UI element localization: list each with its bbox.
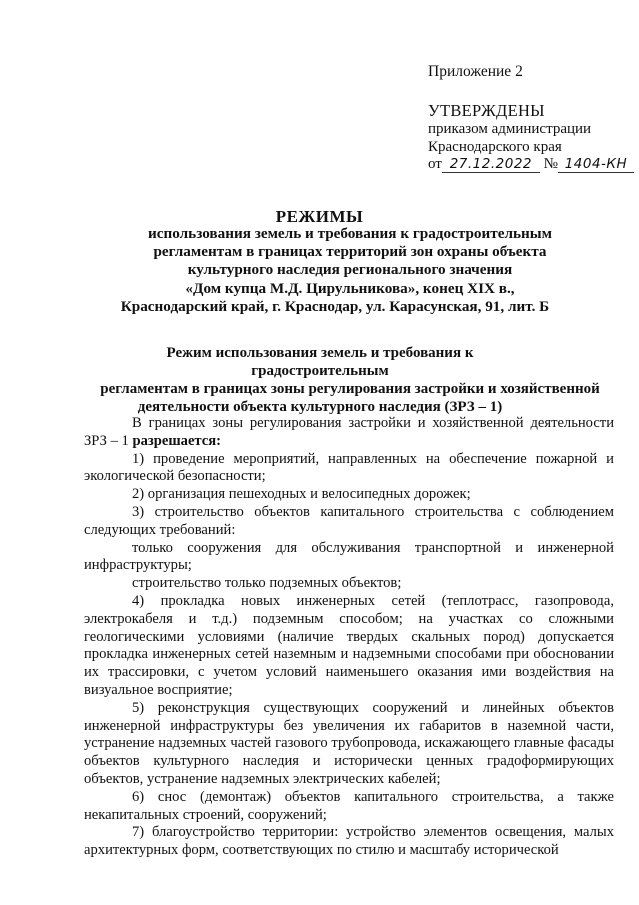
list-item: 4) прокладка новых инженерных сетей (теплотрасс, газопровода, электрокабеля и т.д.) подземным способом; на участках со сложными геологическими условиями (наличие твердых скальных пород) допускается прокладка инженерных сетей наземным и надземными способами при обосновании их трассировки, с учетом условий наименьшего оказания ими воздействия на визуальное восприятие; (84, 592, 614, 698)
section-heading-line: регламентам в границах зоны регулирования застройки и хозяйственной (100, 381, 600, 397)
list-item: 2) организация пешеходных и велосипедных дорожек; (132, 486, 471, 503)
list-item: 7) благоустройство территории: устройство элементов освещения, малых архитектурных форм, соответствующих по стилю и масштабу исторической (84, 824, 614, 859)
intro-paragraph (84, 415, 614, 451)
intro-emphasis: разрешается: (132, 432, 222, 449)
number-prefix: № (543, 156, 558, 172)
intro-text: В границах зоны регулирования застройки и хозяйственной деятельности ЗРЗ – 1 (84, 415, 614, 449)
subtitle-line: «Дом купца М.Д. Цирульникова», конец XIX в., (185, 279, 515, 297)
document-title: РЕЖИМЫ (275, 207, 364, 226)
list-item: 3) строительство объектов капитального строительства с соблюдением следующих требований: (84, 503, 614, 538)
approved-by-line-2: Краснодарского края (428, 139, 562, 155)
date-number-line (428, 156, 634, 173)
subtitle-line: культурного наследия регионального значения (187, 261, 513, 279)
date-prefix: от (428, 156, 442, 172)
list-item: 1) проведение мероприятий, направленных на обеспечение пожарной и экологической безопасности; (84, 450, 614, 485)
list-item: 6) снос (демонтаж) объектов капитального строительства, а также некапитальных строений, сооружений; (84, 788, 614, 823)
list-item: 5) реконструкция существующих сооружений и линейных объектов инженерной инфраструктуры без увеличения их габаритов в наземной части, устранение надземных частей газового трубопровода, искажающего главные фасады объектов культурного наследия и исторически ценных градоформирующих объектов, устранение надземных электрических кабелей; (84, 699, 614, 787)
appendix-label: Приложение 2 (428, 63, 523, 80)
list-item: строительство только подземных объектов; (132, 575, 402, 592)
subtitle-line: использования земель и требования к градостроительным (148, 225, 552, 242)
subtitle-line: регламентам в границах территорий зон охраны объекта (153, 243, 547, 261)
handwritten-number: 1404-КН (558, 156, 634, 173)
document-subtitle (120, 225, 580, 316)
list-item: только сооружения для обслуживания транспортной и инженерной инфраструктуры; (84, 539, 614, 574)
section-heading-line: деятельности объекта культурного наследия (ЗРЗ – 1) (137, 399, 503, 415)
section-heading-line: Режим использования земель и требования к градостроительным (166, 345, 474, 379)
subtitle-line: Краснодарский край, г. Краснодар, ул. Карасунская, 91, лит. Б (120, 297, 550, 315)
section-heading (100, 344, 600, 416)
handwritten-date: 27.12.2022 (442, 156, 540, 173)
document-body (84, 415, 614, 860)
approved-by-line-1: приказом администрации (428, 121, 592, 137)
approved-label: УТВЕРЖДЕНЫ (428, 101, 545, 120)
